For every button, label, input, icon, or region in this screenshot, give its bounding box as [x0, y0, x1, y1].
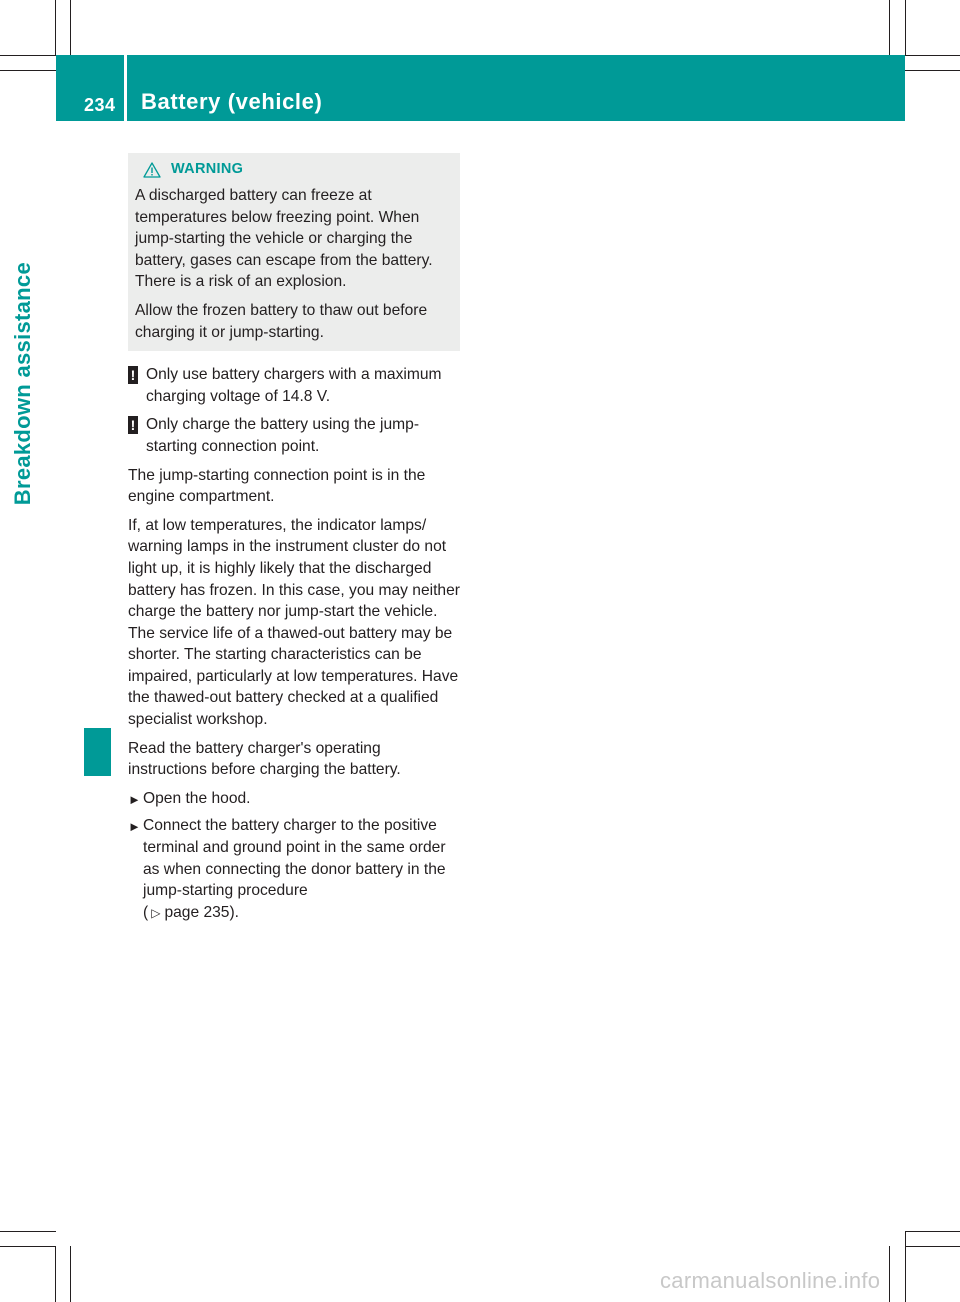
crop-mark	[905, 1231, 906, 1302]
step-text: Connect the battery charger to the positive terminal and ground point in the same order as when connecting the donor battery in the jump-starting procedure	[143, 817, 446, 900]
crop-mark	[889, 0, 890, 55]
page-reference-open: (	[143, 903, 149, 921]
step-arrow-icon: ►	[128, 791, 141, 807]
crop-mark	[905, 55, 960, 56]
crop-mark	[889, 1246, 890, 1302]
body-paragraph: The jump-starting connection point is in the engine compartment.	[128, 466, 426, 506]
page-reference-link[interactable]: page 235).	[164, 903, 240, 921]
crop-mark	[905, 1246, 960, 1247]
crop-mark	[70, 1246, 71, 1302]
crop-mark	[905, 0, 906, 55]
exclamation-icon: !	[128, 366, 138, 384]
warning-triangle-icon	[143, 162, 161, 178]
warning-header	[135, 159, 450, 181]
notice-item	[128, 414, 460, 457]
main-content	[128, 153, 460, 929]
crop-mark	[905, 70, 960, 71]
crop-mark	[55, 1246, 56, 1302]
header-divider	[124, 55, 127, 121]
crop-mark	[70, 0, 71, 55]
crop-mark	[0, 1231, 56, 1232]
exclamation-icon: !	[128, 416, 138, 434]
body-paragraph: Read the battery charger's operating instructions before charging the battery.	[128, 739, 401, 779]
notice-text: Only charge the battery using the jump-starting connection point.	[146, 416, 420, 455]
notice-item	[128, 364, 460, 407]
instruction-step	[128, 815, 460, 924]
page-reference-arrow-icon: ▷	[151, 905, 161, 920]
crop-mark	[0, 55, 56, 56]
watermark: carmanualsonline.info	[660, 1268, 881, 1293]
notice-text: Only use battery chargers with a maximum charging voltage of 14.8 V.	[146, 366, 442, 405]
warning-title: WARNING	[171, 161, 244, 178]
warning-text: A discharged battery can freeze at temperatures below freezing point. When jump-starting the vehicle or charging the battery, gases can escape from the battery. There is a risk of an explosion.	[135, 187, 433, 291]
warning-text: Allow the frozen battery to thaw out before charging it or jump-starting.	[135, 301, 428, 341]
step-arrow-icon: ►	[128, 819, 141, 835]
page-title: Battery (vehicle)	[141, 89, 323, 114]
section-tab-label: Breakdown assistance	[10, 262, 35, 506]
crop-mark	[905, 1231, 960, 1232]
crop-mark	[0, 70, 56, 71]
body-paragraph: If, at low temperatures, the indicator lamps/ warning lamps in the instrument cluster do not light up, it is highly likely that the discharged battery has frozen. In this case, you may neither charge the battery nor jump-start the vehicle. The service life of a thawed-out battery may be shorter. The starting characteristics can be impaired, particularly at low temperatures. Have the thawed-out battery checked at a qualified specialist workshop.	[128, 516, 460, 729]
warning-box	[128, 153, 460, 351]
step-text: Open the hood.	[143, 789, 251, 807]
section-tab-block	[84, 728, 111, 776]
instruction-step	[128, 788, 460, 811]
crop-mark	[0, 1246, 56, 1247]
step-text-container	[143, 815, 460, 924]
crop-mark	[55, 0, 56, 55]
page-number: 234	[84, 95, 116, 115]
